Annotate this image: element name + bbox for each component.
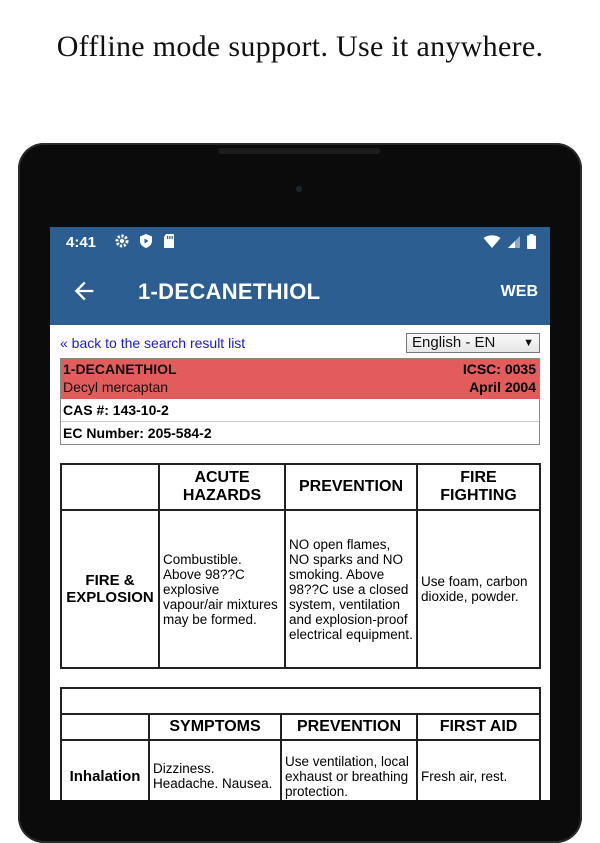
header-symptoms: SYMPTOMS [149,714,281,740]
app-screen [50,227,550,800]
card-date: April 2004 [469,379,536,395]
page-title: 1-DECANETHIOL [138,279,321,304]
fire-fighting-cell: Use foam, carbon dioxide, powder. [417,510,540,668]
identity-header [61,359,539,399]
chemical-name: 1-DECANETHIOL [63,361,177,377]
web-button[interactable]: WEB [500,283,538,300]
header-acute-hazards: ACUTE HAZARDS [159,464,285,510]
chemical-synonym: Decyl mercaptan [63,379,169,395]
tablet-speaker [218,148,380,154]
first-aid-cell: Fresh air, rest. [417,740,540,800]
header-first-aid: FIRST AID [417,714,540,740]
row-fire-explosion: FIRE & EXPLOSION [61,510,159,668]
acute-hazards-cell: Combustible. Above 98??C explosive vapour/air mixtures may be formed. [159,510,285,668]
header-prevention-exposure: PREVENTION [281,714,417,740]
dropdown-arrow-icon: ▼ [523,337,534,349]
exposure-table [60,687,541,800]
app-bar [50,259,550,325]
sd-card-icon [162,233,176,249]
exposure-corner-cell [61,714,149,740]
language-select[interactable] [406,333,540,353]
shield-play-icon [138,233,154,249]
language-selected-value: English - EN [412,334,496,351]
signal-icon [507,235,521,249]
fire-hazards-table [60,463,541,669]
exposure-title-row [61,688,540,714]
header-fire-fighting: FIRE FIGHTING [417,464,540,510]
ec-number: EC Number: 205-584-2 [63,425,212,441]
back-to-results-link[interactable]: « back to the search result list [60,335,246,351]
promo-headline: Offline mode support. Use it anywhere. [56,30,544,63]
row-inhalation: Inhalation [61,740,149,800]
cas-number: CAS #: 143-10-2 [61,399,539,422]
battery-icon [527,234,536,249]
exposure-prevention-cell: Use ventilation, local exhaust or breathing protection. [281,740,417,800]
back-arrow-icon[interactable] [70,277,98,305]
symptoms-cell: Dizziness. Headache. Nausea. [149,740,281,800]
chemical-identity-box [60,358,540,445]
status-bar [50,227,550,259]
header-prevention: PREVENTION [285,464,417,510]
table-corner-cell [61,464,159,510]
camera-icon [296,186,302,192]
wifi-icon [483,235,501,249]
settings-gear-icon [114,233,130,249]
icsc-number: ICSC: 0035 [462,361,536,377]
prevention-cell: NO open flames, NO sparks and NO smoking. Above 98??C use a closed system, ventilation and explosion-proof electrical equipment. [285,510,417,668]
status-time: 4:41 [66,234,97,251]
